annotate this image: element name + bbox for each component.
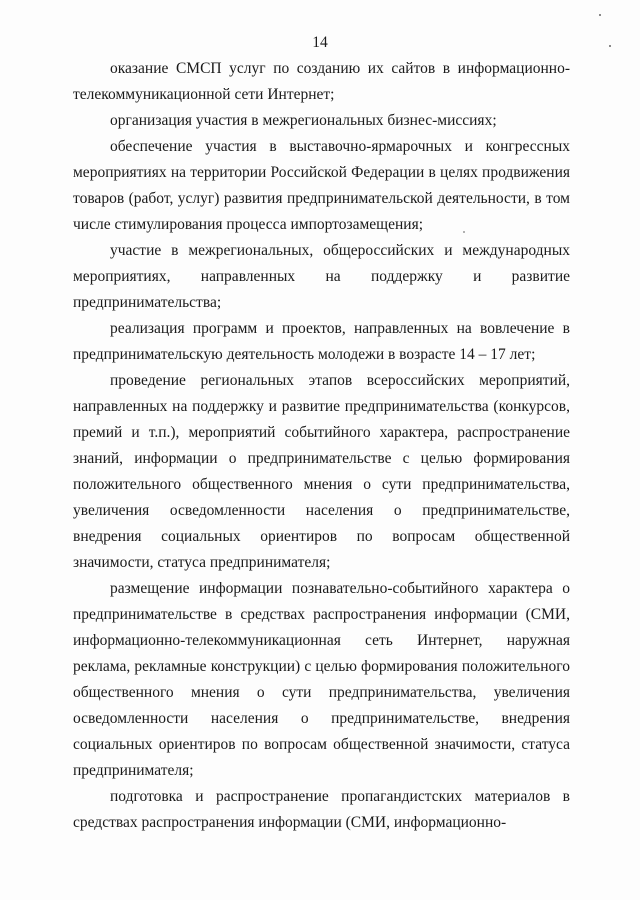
paragraph-5: реализация программ и проектов, направленных на вовлечение в предпринимательскую деятельность молодежи в возрасте 14 – 17 лет; (73, 320, 570, 363)
paragraph-6: проведение региональных этапов всероссийских мероприятий, направленных на поддержку и развитие предпринимательства (конкурсов, премий и т.п.), мероприятий событийного характера, распространение знаний, информации о предпринимательстве с целью формирования положительного общественного мнения о сути предпринимательства, увеличения осведомленности населения о предпринимательстве, внедрения социальных ориентиров по вопросам общественной значимости, статуса предпринимателя; (73, 372, 570, 571)
document-body (73, 56, 570, 836)
scan-dot-top-right (599, 14, 601, 16)
page-number: 14 (312, 34, 328, 51)
paragraph-7: размещение информации познавательно-событийного характера о предпринимательстве в средствах распространения информации (СМИ, информационно-телекоммуникационная сеть Интернет, наружная реклама, рекламные конструкции) с целью формирования положительного общественного мнения о сути предпринимательства, увеличения осведомленности населения о предпринимательстве, внедрения социальных ориентиров по вопросам общественной значимости, статуса предпринимателя; (73, 580, 570, 779)
paragraph-3: обеспечение участия в выставочно-ярмарочных и конгрессных мероприятиях на территории Российской Федерации в целях продвижения товаров (работ, услуг) развития предпринимательской деятельности, в том числе стимулирования процесса импортозамещения; (73, 138, 570, 233)
paragraph-4: участие в межрегиональных, общероссийских и международных мероприятиях, направленных на поддержку и развитие предпринимательства; (73, 242, 570, 311)
paragraph-8: подготовка и распространение пропагандистских материалов в средствах распространения информации (СМИ, информационно- (73, 788, 570, 831)
paragraph-1: оказание СМСП услуг по созданию их сайтов в информационно-телекоммуникационной сети Интернет; (73, 60, 570, 103)
paragraph-2: организация участия в межрегиональных бизнес-миссиях; (110, 112, 497, 129)
